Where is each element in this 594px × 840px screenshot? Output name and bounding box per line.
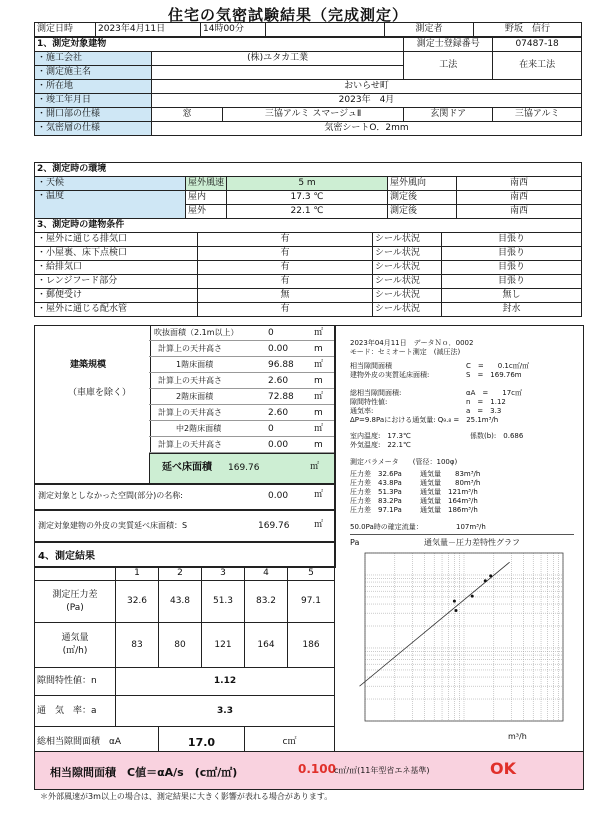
- wind-speed-value: 5 m: [227, 177, 388, 191]
- section1-heading: 1、測定対象建物: [35, 38, 404, 52]
- printout-pair: 通気量 164m³/h: [420, 497, 478, 505]
- scale-row-unit: m: [314, 408, 323, 418]
- printout-line: 室内温度: 17.3℃: [350, 432, 411, 440]
- owner-label: ・測定施主名: [35, 66, 152, 80]
- door-label: 玄関ドア: [404, 108, 493, 122]
- printout-pair: 通気量 121m³/h: [420, 488, 478, 496]
- scale-row-unit: ㎡: [314, 360, 324, 370]
- chart-point: [453, 600, 456, 603]
- seal-label: シール状況: [373, 275, 442, 289]
- actual-area-value: 169.76: [258, 521, 290, 531]
- builder-value: (株)ユタカ工業: [152, 52, 404, 66]
- total-area-value: 169.76: [228, 463, 260, 473]
- flow-value: 186: [288, 623, 335, 668]
- result-label: 相当隙間面積 C値＝αA/s (c㎡/㎡): [50, 766, 238, 779]
- seal-label: シール状況: [373, 261, 442, 275]
- cond-label: ・小屋裏、床下点検口: [35, 247, 198, 261]
- indoor-label: 屋内: [186, 191, 227, 205]
- license-value: 07487-18: [493, 38, 582, 52]
- scale-row-label: 計算上の天井高さ: [158, 344, 222, 353]
- col-header: 3: [202, 567, 245, 581]
- scale-row-value: 0.00: [268, 440, 289, 450]
- cond-value: 有: [198, 275, 373, 289]
- printout-pair: 圧力差 97.1Pa: [350, 506, 402, 514]
- after1-value: 南西: [457, 191, 582, 205]
- date-label: 測定日時: [35, 23, 96, 37]
- scale-row-value: 0: [268, 424, 274, 434]
- location-label: ・所在地: [35, 80, 152, 94]
- printout-line: 外気温度: 22.1℃: [350, 441, 411, 449]
- flow-unit: (㎥/h): [62, 646, 88, 656]
- result-value: 0.100: [298, 762, 336, 776]
- flow-value: 83: [116, 623, 159, 668]
- scale-row-value: 0.00: [268, 344, 289, 354]
- printout-line: αA = 17c㎡: [466, 389, 523, 397]
- chart-point: [484, 579, 487, 582]
- col-header: 4: [245, 567, 288, 581]
- cond-value: 有: [198, 233, 373, 247]
- method-label: 工法: [404, 52, 493, 80]
- a-label: 通 気 率：a: [35, 696, 116, 727]
- n-value: 1.12: [116, 668, 335, 696]
- printout-line: n = 1.12: [466, 398, 506, 406]
- wind-dir-label: 屋外風向: [388, 177, 457, 191]
- wind-dir-value: 南西: [457, 177, 582, 191]
- outdoor-label: 屋外: [186, 205, 227, 219]
- scale-row-value: 2.60: [268, 376, 289, 386]
- aa-label: 総相当隙間面積 αA: [35, 727, 159, 758]
- scale-row-unit: ㎡: [314, 392, 324, 402]
- printout-line: 建物外皮の実質延床面積:: [350, 371, 430, 379]
- graph-ylabel: Pa: [350, 538, 360, 547]
- footnote: ＊外部風速が3m以上の場合は、測定結果に大きく影響が表れる場合があります。: [40, 792, 333, 801]
- scale-sub: （車庫を除く）: [68, 388, 132, 398]
- printout-line: 隙間特性値:: [350, 398, 388, 406]
- actual-area-label: 測定対象建物の外皮の実質延べ床面積：S: [38, 521, 188, 530]
- layer-label: ・気密層の仕様: [35, 122, 152, 136]
- indoor-value: 17.3 ℃: [227, 191, 388, 205]
- scale-row-unit: m: [314, 376, 323, 386]
- method-value: 在来工法: [493, 52, 582, 80]
- pressure-label: 測定圧力差: [52, 589, 98, 600]
- airflow-chart: [350, 548, 575, 730]
- after1-label: 測定後: [388, 191, 457, 205]
- printout-line: 2023年04月11日 データＮｏ．0002: [350, 339, 474, 347]
- chart-fit-line: [360, 562, 510, 686]
- cond-value: 有: [198, 261, 373, 275]
- printout-line: 測定パラメータ (管径：100φ): [350, 458, 458, 466]
- flow-value: 80: [159, 623, 202, 668]
- after2-label: 測定後: [388, 205, 457, 219]
- license-label: 測定士登録番号: [404, 38, 493, 52]
- scale-row-label: 計算上の天井高さ: [158, 440, 222, 449]
- pressure-value: 43.8: [159, 581, 202, 623]
- printout-line: S = 169.76m: [466, 371, 522, 379]
- result-ok: OK: [490, 759, 516, 778]
- cond-value: 有: [198, 247, 373, 261]
- section4-heading: 4、測定結果: [38, 551, 95, 562]
- pressure-value: 32.6: [116, 581, 159, 623]
- cond-label: ・屋外に通じる配水管: [35, 303, 198, 317]
- printout-pair: 通気量 186m³/h: [420, 506, 478, 514]
- temp-label: ・温度: [35, 191, 186, 219]
- flow-label: 通気量: [61, 633, 89, 643]
- excluded-label: 測定対象としなかった空間(部分)の名称:: [38, 491, 183, 500]
- a-value: 3.3: [116, 696, 335, 727]
- scale-row-unit: ㎡: [314, 328, 324, 338]
- completed-label: ・竣工年月日: [35, 94, 152, 108]
- printout-line: 係数(b): 0.686: [470, 432, 524, 440]
- cond-value: 有: [198, 303, 373, 317]
- printout-line: 相当隙間面積: [350, 362, 392, 370]
- actual-area-unit: ㎡: [314, 520, 324, 530]
- weather-label: ・天候: [35, 177, 186, 191]
- col-header: 5: [288, 567, 335, 581]
- door-value: 三協アルミ: [493, 108, 582, 122]
- section3-heading: 3、測定時の建物条件: [35, 219, 582, 233]
- scale-row-label: 計算上の天井高さ: [158, 376, 222, 385]
- scale-row-unit: m: [314, 344, 323, 354]
- page-title: 住宅の気密試験結果（完成測定）: [168, 6, 409, 24]
- cond-value: 無: [198, 289, 373, 303]
- scale-row-label: 吹抜面積（2.1m以上）: [154, 328, 239, 337]
- scale-row-value: 96.88: [268, 360, 294, 370]
- seal-label: シール状況: [373, 247, 442, 261]
- pressure-unit: (Pa): [66, 602, 84, 613]
- builder-label: ・施工会社: [35, 52, 152, 66]
- scale-row-label: 2階床面積: [176, 392, 214, 401]
- printout-pair: 圧力差 51.3Pa: [350, 488, 402, 496]
- excluded-unit: ㎡: [314, 490, 324, 500]
- printout-pair: 圧力差 83.2Pa: [350, 497, 402, 505]
- window-label: 窓: [152, 108, 223, 122]
- pressure-value: 51.3: [202, 581, 245, 623]
- result-unit: c㎡/㎡(11年型省エネ基準): [334, 766, 430, 775]
- cond-label: ・給排気口: [35, 261, 198, 275]
- flow-value: 164: [245, 623, 288, 668]
- opening-label: ・開口部の仕様: [35, 108, 152, 122]
- scale-row-value: 72.88: [268, 392, 294, 402]
- section2-heading: 2、測定時の環境: [35, 163, 582, 177]
- cond-label: ・屋外に通じる排気口: [35, 233, 198, 247]
- scale-row-value: 2.60: [268, 408, 289, 418]
- layer-value: 気密シートO．2mm: [152, 122, 582, 136]
- wind-speed-label: 屋外風速: [186, 177, 227, 191]
- measurer-value: 野坂 信行: [474, 23, 582, 37]
- scale-row-value: 0: [268, 328, 274, 338]
- excluded-value: 0.00: [268, 491, 289, 501]
- scale-row-unit: ㎡: [314, 424, 324, 434]
- outdoor-value: 22.1 ℃: [227, 205, 388, 219]
- printout-pair: 通気量 80m³/h: [420, 479, 481, 487]
- col-header: 2: [159, 567, 202, 581]
- date-value: 2023年4月11日: [96, 23, 201, 37]
- printout-pair: 圧力差 32.6Pa: [350, 470, 402, 478]
- location-value: おいらせ町: [152, 80, 582, 94]
- scale-row-label: 中2階床面積: [176, 424, 222, 433]
- seal-label: シール状況: [373, 289, 442, 303]
- chart-point: [454, 609, 457, 612]
- time-value: 14時00分: [201, 23, 266, 37]
- seal-value: 封水: [442, 303, 582, 317]
- printout-line: a = 3.3: [466, 407, 502, 415]
- aa-unit: c㎡: [245, 727, 335, 758]
- n-label: 隙間特性値：n: [35, 668, 116, 696]
- printout-pair: 圧力差 43.8Pa: [350, 479, 402, 487]
- chart-point: [489, 574, 492, 577]
- flow-value: 121: [202, 623, 245, 668]
- printout-line: 総相当隙間面積:: [350, 389, 402, 397]
- pressure-value: 97.1: [288, 581, 335, 623]
- scale-row-label: 1階床面積: [176, 360, 214, 369]
- after2-value: 南西: [457, 205, 582, 219]
- cond-label: ・レンジフード部分: [35, 275, 198, 289]
- printout-line: モード：セミオート測定 (減圧法): [350, 348, 461, 356]
- graph-xunit: m³/h: [508, 732, 527, 741]
- printout-line: 107m³/h: [456, 523, 486, 531]
- total-area-label: 延べ床面積: [162, 462, 212, 473]
- total-area-unit: ㎡: [310, 462, 320, 472]
- window-value: 三協アルミ スマージュⅡ: [223, 108, 404, 122]
- printout-line: 50.0Pa時の確定流量：: [350, 523, 423, 531]
- seal-value: 目張り: [442, 247, 582, 261]
- measurer-label: 測定者: [385, 23, 474, 37]
- chart-point: [471, 595, 474, 598]
- col-header: 1: [116, 567, 159, 581]
- completed-value: 2023年 4月: [152, 94, 582, 108]
- printout-line: C = 0.1c㎡/㎡: [466, 362, 530, 370]
- seal-value: 目張り: [442, 233, 582, 247]
- scale-row-unit: m: [314, 440, 323, 450]
- printout-pair: 通気量 83m³/h: [420, 470, 481, 478]
- aa-value: 17.0: [159, 727, 245, 758]
- printout-line: 通気率:: [350, 407, 374, 415]
- seal-value: 無し: [442, 289, 582, 303]
- printout-line: ΔP=9.8Paにおける通気量: Q₉.₈ = 25.1m³/h: [350, 416, 499, 424]
- seal-value: 目張り: [442, 261, 582, 275]
- seal-value: 目張り: [442, 275, 582, 289]
- scale-row-label: 計算上の天井高さ: [158, 408, 222, 417]
- graph-title: 通気量－圧力差特性グラフ: [424, 538, 520, 547]
- seal-label: シール状況: [373, 303, 442, 317]
- seal-label: シール状況: [373, 233, 442, 247]
- scale-label: 建築規模: [70, 360, 107, 370]
- pressure-value: 83.2: [245, 581, 288, 623]
- cond-label: ・郵便受け: [35, 289, 198, 303]
